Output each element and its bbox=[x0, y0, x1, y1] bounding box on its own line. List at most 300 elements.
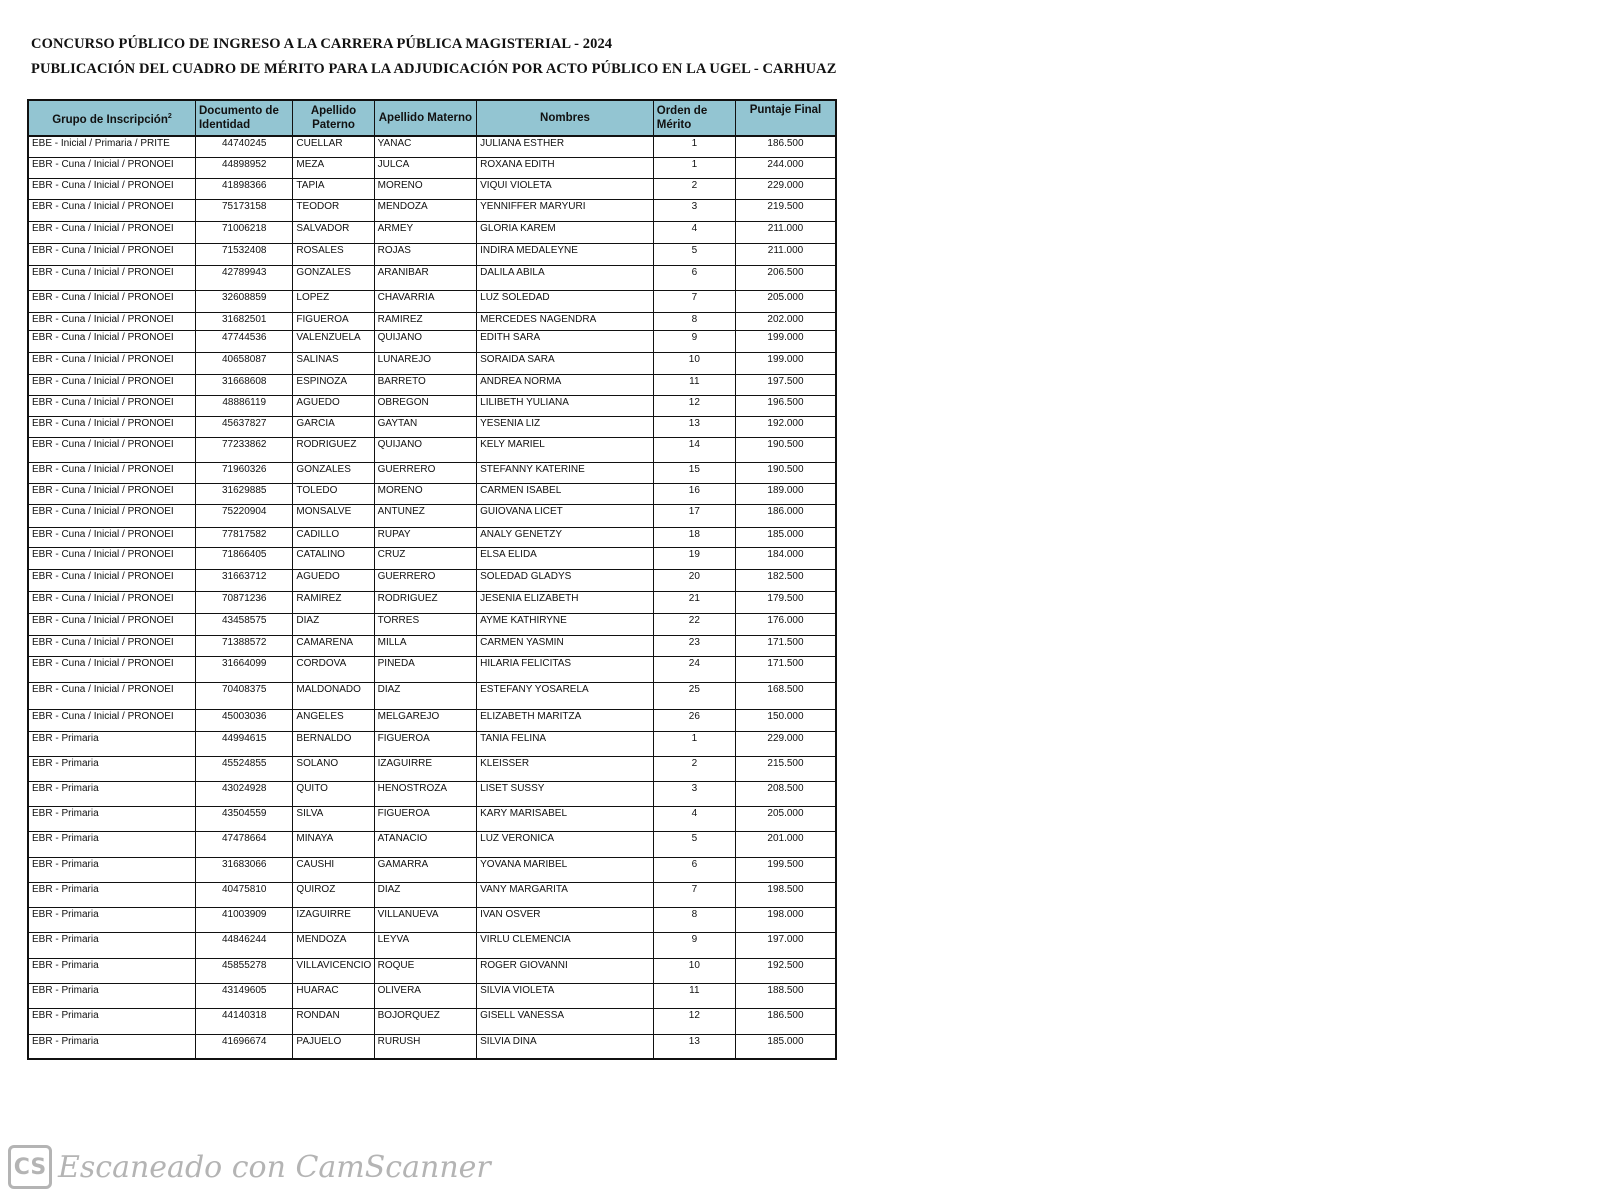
cell-nombres: SORAIDA SARA bbox=[477, 352, 654, 374]
cell-nombres: ROGER GIOVANNI bbox=[477, 958, 654, 983]
cell-materno: TORRES bbox=[374, 613, 477, 635]
cell-orden: 13 bbox=[653, 1034, 735, 1059]
cell-paterno: CAMARENA bbox=[293, 635, 374, 656]
table-row bbox=[28, 1008, 836, 1034]
cell-documento: 31663712 bbox=[195, 569, 292, 591]
table-row bbox=[28, 416, 836, 437]
cell-grupo: EBR - Cuna / Inicial / PRONOEI bbox=[28, 416, 195, 437]
cell-nombres: LUZ VERONICA bbox=[477, 831, 654, 857]
cell-paterno: CUELLAR bbox=[293, 136, 374, 157]
cell-orden: 20 bbox=[653, 569, 735, 591]
cell-grupo: EBR - Cuna / Inicial / PRONOEI bbox=[28, 243, 195, 265]
cell-paterno: SALVADOR bbox=[293, 221, 374, 243]
cell-nombres: AYME KATHIRYNE bbox=[477, 613, 654, 635]
cell-nombres: ELSA ELIDA bbox=[477, 547, 654, 569]
cell-grupo: EBR - Cuna / Inicial / PRONOEI bbox=[28, 656, 195, 682]
cell-puntaje: 229.000 bbox=[735, 731, 836, 756]
cell-puntaje: 171.500 bbox=[735, 635, 836, 656]
cell-paterno: AGUEDO bbox=[293, 569, 374, 591]
cell-nombres: CARMEN ISABEL bbox=[477, 483, 654, 504]
cell-puntaje: 184.000 bbox=[735, 547, 836, 569]
cell-documento: 32608859 bbox=[195, 290, 292, 312]
cell-materno: HENOSTROZA bbox=[374, 781, 477, 806]
table-row bbox=[28, 330, 836, 352]
cell-materno: MILLA bbox=[374, 635, 477, 656]
cell-orden: 3 bbox=[653, 781, 735, 806]
cell-nombres: CARMEN YASMIN bbox=[477, 635, 654, 656]
cell-grupo: EBR - Cuna / Inicial / PRONOEI bbox=[28, 178, 195, 199]
cell-materno: ROQUE bbox=[374, 958, 477, 983]
cell-grupo: EBR - Cuna / Inicial / PRONOEI bbox=[28, 330, 195, 352]
table-row bbox=[28, 504, 836, 527]
cell-puntaje: 190.500 bbox=[735, 437, 836, 462]
cell-orden: 1 bbox=[653, 136, 735, 157]
cell-grupo: EBR - Primaria bbox=[28, 1008, 195, 1034]
cell-materno: PINEDA bbox=[374, 656, 477, 682]
cell-documento: 41003909 bbox=[195, 907, 292, 932]
cell-nombres: TANIA FELINA bbox=[477, 731, 654, 756]
cell-puntaje: 229.000 bbox=[735, 178, 836, 199]
cell-grupo: EBR - Cuna / Inicial / PRONOEI bbox=[28, 613, 195, 635]
cell-paterno: RAMIREZ bbox=[293, 591, 374, 613]
document-subtitle: PUBLICACIÓN DEL CUADRO DE MÉRITO PARA LA ADJUDICACIÓN POR ACTO PÚBLICO EN LA UGEL - CARHUAZ bbox=[31, 61, 837, 77]
cell-materno: RUPAY bbox=[374, 527, 477, 547]
cell-documento: 70871236 bbox=[195, 591, 292, 613]
cell-paterno: IZAGUIRRE bbox=[293, 907, 374, 932]
table-row bbox=[28, 437, 836, 462]
camscanner-watermark bbox=[8, 1143, 491, 1191]
cell-puntaje: 211.000 bbox=[735, 221, 836, 243]
cell-grupo: EBR - Primaria bbox=[28, 932, 195, 958]
cell-nombres: VANY MARGARITA bbox=[477, 882, 654, 907]
cell-puntaje: 205.000 bbox=[735, 806, 836, 831]
table-row bbox=[28, 1034, 836, 1059]
header-apellido-paterno: Apellido Paterno bbox=[293, 100, 374, 136]
cell-grupo: EBR - Cuna / Inicial / PRONOEI bbox=[28, 374, 195, 395]
table-row bbox=[28, 907, 836, 932]
cell-orden: 22 bbox=[653, 613, 735, 635]
watermark-text: Escaneado con CamScanner bbox=[58, 1149, 491, 1185]
cell-materno: LUNAREJO bbox=[374, 352, 477, 374]
cell-orden: 24 bbox=[653, 656, 735, 682]
cell-grupo: EBR - Primaria bbox=[28, 731, 195, 756]
cell-materno: RURUSH bbox=[374, 1034, 477, 1059]
cell-orden: 2 bbox=[653, 178, 735, 199]
cell-grupo: EBR - Cuna / Inicial / PRONOEI bbox=[28, 635, 195, 656]
cell-puntaje: 205.000 bbox=[735, 290, 836, 312]
table-row bbox=[28, 527, 836, 547]
cell-nombres: JESENIA ELIZABETH bbox=[477, 591, 654, 613]
cell-paterno: QUITO bbox=[293, 781, 374, 806]
cell-nombres: YESENIA LIZ bbox=[477, 416, 654, 437]
cell-documento: 45855278 bbox=[195, 958, 292, 983]
cell-orden: 25 bbox=[653, 682, 735, 709]
cell-orden: 12 bbox=[653, 395, 735, 416]
cell-materno: LEYVA bbox=[374, 932, 477, 958]
cell-documento: 71532408 bbox=[195, 243, 292, 265]
cell-orden: 5 bbox=[653, 831, 735, 857]
cell-documento: 43504559 bbox=[195, 806, 292, 831]
cell-puntaje: 186.500 bbox=[735, 1008, 836, 1034]
cell-grupo: EBR - Primaria bbox=[28, 958, 195, 983]
cell-materno: YANAC bbox=[374, 136, 477, 157]
cell-materno: MENDOZA bbox=[374, 199, 477, 221]
cell-orden: 8 bbox=[653, 907, 735, 932]
cell-paterno: MINAYA bbox=[293, 831, 374, 857]
cell-materno: RODRIGUEZ bbox=[374, 591, 477, 613]
cell-nombres: LILIBETH YULIANA bbox=[477, 395, 654, 416]
cell-orden: 4 bbox=[653, 221, 735, 243]
table-row bbox=[28, 483, 836, 504]
cell-materno: MORENO bbox=[374, 483, 477, 504]
cell-materno: GUERRERO bbox=[374, 462, 477, 483]
cell-puntaje: 199.000 bbox=[735, 352, 836, 374]
cell-grupo: EBR - Cuna / Inicial / PRONOEI bbox=[28, 709, 195, 731]
cell-puntaje: 196.500 bbox=[735, 395, 836, 416]
cell-grupo: EBR - Cuna / Inicial / PRONOEI bbox=[28, 682, 195, 709]
cell-grupo: EBR - Primaria bbox=[28, 907, 195, 932]
cell-grupo: EBR - Cuna / Inicial / PRONOEI bbox=[28, 504, 195, 527]
cell-materno: GAYTAN bbox=[374, 416, 477, 437]
cell-grupo: EBR - Cuna / Inicial / PRONOEI bbox=[28, 569, 195, 591]
cell-puntaje: 199.000 bbox=[735, 330, 836, 352]
cell-documento: 40658087 bbox=[195, 352, 292, 374]
cell-materno: IZAGUIRRE bbox=[374, 756, 477, 781]
cell-documento: 75173158 bbox=[195, 199, 292, 221]
cell-materno: FIGUEROA bbox=[374, 806, 477, 831]
table-header-row bbox=[28, 100, 836, 136]
cell-materno: MORENO bbox=[374, 178, 477, 199]
cell-nombres: GLORIA KAREM bbox=[477, 221, 654, 243]
cell-nombres: STEFANNY KATERINE bbox=[477, 462, 654, 483]
cell-materno: BARRETO bbox=[374, 374, 477, 395]
cell-materno: JULCA bbox=[374, 157, 477, 178]
table-row bbox=[28, 265, 836, 290]
table-row bbox=[28, 199, 836, 221]
cell-grupo: EBR - Cuna / Inicial / PRONOEI bbox=[28, 395, 195, 416]
camscanner-logo-icon: CS bbox=[8, 1145, 52, 1189]
cell-grupo: EBR - Cuna / Inicial / PRONOEI bbox=[28, 199, 195, 221]
cell-orden: 19 bbox=[653, 547, 735, 569]
cell-paterno: CAUSHI bbox=[293, 857, 374, 882]
cell-materno: FIGUEROA bbox=[374, 731, 477, 756]
cell-grupo: EBR - Primaria bbox=[28, 831, 195, 857]
cell-documento: 44740245 bbox=[195, 136, 292, 157]
cell-puntaje: 197.500 bbox=[735, 374, 836, 395]
cell-documento: 31664099 bbox=[195, 656, 292, 682]
cell-documento: 31683066 bbox=[195, 857, 292, 882]
cell-paterno: SALINAS bbox=[293, 352, 374, 374]
cell-orden: 2 bbox=[653, 756, 735, 781]
table-row bbox=[28, 983, 836, 1008]
cell-documento: 71866405 bbox=[195, 547, 292, 569]
cell-materno: CRUZ bbox=[374, 547, 477, 569]
cell-puntaje: 208.500 bbox=[735, 781, 836, 806]
table-row bbox=[28, 547, 836, 569]
cell-documento: 40475810 bbox=[195, 882, 292, 907]
cell-grupo: EBR - Cuna / Inicial / PRONOEI bbox=[28, 437, 195, 462]
cell-grupo: EBR - Cuna / Inicial / PRONOEI bbox=[28, 265, 195, 290]
cell-paterno: MALDONADO bbox=[293, 682, 374, 709]
cell-documento: 31682501 bbox=[195, 312, 292, 330]
cell-documento: 44846244 bbox=[195, 932, 292, 958]
table-row bbox=[28, 569, 836, 591]
cell-documento: 44898952 bbox=[195, 157, 292, 178]
table-row bbox=[28, 591, 836, 613]
cell-orden: 5 bbox=[653, 243, 735, 265]
cell-paterno: CADILLO bbox=[293, 527, 374, 547]
cell-orden: 14 bbox=[653, 437, 735, 462]
cell-puntaje: 201.000 bbox=[735, 831, 836, 857]
cell-orden: 17 bbox=[653, 504, 735, 527]
cell-paterno: RONDAN bbox=[293, 1008, 374, 1034]
table-row bbox=[28, 221, 836, 243]
cell-puntaje: 186.500 bbox=[735, 136, 836, 157]
cell-paterno: FIGUEROA bbox=[293, 312, 374, 330]
cell-puntaje: 215.500 bbox=[735, 756, 836, 781]
cell-orden: 3 bbox=[653, 199, 735, 221]
table-row bbox=[28, 709, 836, 731]
cell-documento: 44994615 bbox=[195, 731, 292, 756]
merit-table bbox=[27, 99, 837, 1060]
cell-paterno: LOPEZ bbox=[293, 290, 374, 312]
cell-puntaje: 171.500 bbox=[735, 656, 836, 682]
cell-puntaje: 192.500 bbox=[735, 958, 836, 983]
cell-puntaje: 211.000 bbox=[735, 243, 836, 265]
table-row bbox=[28, 352, 836, 374]
table-row bbox=[28, 781, 836, 806]
cell-puntaje: 219.500 bbox=[735, 199, 836, 221]
cell-documento: 41696674 bbox=[195, 1034, 292, 1059]
cell-materno: MELGAREJO bbox=[374, 709, 477, 731]
cell-orden: 4 bbox=[653, 806, 735, 831]
header-puntaje-final: Puntaje Final bbox=[735, 100, 836, 136]
table-row bbox=[28, 656, 836, 682]
table-row bbox=[28, 635, 836, 656]
cell-documento: 71006218 bbox=[195, 221, 292, 243]
cell-documento: 47478664 bbox=[195, 831, 292, 857]
table-row bbox=[28, 958, 836, 983]
cell-materno: DIAZ bbox=[374, 682, 477, 709]
cell-paterno: AGUEDO bbox=[293, 395, 374, 416]
cell-paterno: VILLAVICENCIO bbox=[293, 958, 374, 983]
cell-nombres: ANALY GENETZY bbox=[477, 527, 654, 547]
cell-orden: 21 bbox=[653, 591, 735, 613]
cell-nombres: SILVIA VIOLETA bbox=[477, 983, 654, 1008]
cell-paterno: GONZALES bbox=[293, 265, 374, 290]
cell-puntaje: 202.000 bbox=[735, 312, 836, 330]
cell-paterno: ANGELES bbox=[293, 709, 374, 731]
cell-nombres: LISET SUSSY bbox=[477, 781, 654, 806]
cell-materno: BOJORQUEZ bbox=[374, 1008, 477, 1034]
cell-materno: DIAZ bbox=[374, 882, 477, 907]
cell-documento: 45003036 bbox=[195, 709, 292, 731]
cell-puntaje: 168.500 bbox=[735, 682, 836, 709]
cell-materno: GUERRERO bbox=[374, 569, 477, 591]
cell-materno: QUIJANO bbox=[374, 437, 477, 462]
cell-materno: VILLANUEVA bbox=[374, 907, 477, 932]
cell-paterno: MEZA bbox=[293, 157, 374, 178]
cell-paterno: TAPIA bbox=[293, 178, 374, 199]
cell-puntaje: 198.500 bbox=[735, 882, 836, 907]
table-row bbox=[28, 882, 836, 907]
cell-grupo: EBR - Cuna / Inicial / PRONOEI bbox=[28, 462, 195, 483]
cell-materno: ROJAS bbox=[374, 243, 477, 265]
cell-materno: OLIVERA bbox=[374, 983, 477, 1008]
cell-puntaje: 185.000 bbox=[735, 1034, 836, 1059]
cell-paterno: RODRIGUEZ bbox=[293, 437, 374, 462]
cell-documento: 47744536 bbox=[195, 330, 292, 352]
cell-nombres: GISELL VANESSA bbox=[477, 1008, 654, 1034]
cell-nombres: GUIOVANA LICET bbox=[477, 504, 654, 527]
cell-paterno: TEODOR bbox=[293, 199, 374, 221]
cell-orden: 9 bbox=[653, 932, 735, 958]
cell-orden: 11 bbox=[653, 374, 735, 395]
cell-puntaje: 198.000 bbox=[735, 907, 836, 932]
table-row bbox=[28, 831, 836, 857]
cell-materno: OBREGON bbox=[374, 395, 477, 416]
cell-nombres: KELY MARIEL bbox=[477, 437, 654, 462]
cell-nombres: HILARIA FELICITAS bbox=[477, 656, 654, 682]
table-row bbox=[28, 806, 836, 831]
header-orden-merito: Orden de Mérito bbox=[653, 100, 735, 136]
table-row bbox=[28, 756, 836, 781]
cell-puntaje: 197.000 bbox=[735, 932, 836, 958]
cell-materno: ANTUNEZ bbox=[374, 504, 477, 527]
cell-grupo: EBR - Primaria bbox=[28, 882, 195, 907]
cell-orden: 1 bbox=[653, 731, 735, 756]
cell-materno: RAMIREZ bbox=[374, 312, 477, 330]
cell-documento: 43024928 bbox=[195, 781, 292, 806]
cell-orden: 18 bbox=[653, 527, 735, 547]
cell-orden: 9 bbox=[653, 330, 735, 352]
table-row bbox=[28, 136, 836, 157]
cell-puntaje: 188.500 bbox=[735, 983, 836, 1008]
cell-documento: 41898366 bbox=[195, 178, 292, 199]
cell-orden: 6 bbox=[653, 857, 735, 882]
cell-puntaje: 244.000 bbox=[735, 157, 836, 178]
cell-nombres: EDITH SARA bbox=[477, 330, 654, 352]
cell-orden: 6 bbox=[653, 265, 735, 290]
cell-puntaje: 206.500 bbox=[735, 265, 836, 290]
cell-materno: CHAVARRIA bbox=[374, 290, 477, 312]
cell-nombres: JULIANA ESTHER bbox=[477, 136, 654, 157]
cell-documento: 48886119 bbox=[195, 395, 292, 416]
table-row bbox=[28, 857, 836, 882]
cell-puntaje: 176.000 bbox=[735, 613, 836, 635]
cell-paterno: PAJUELO bbox=[293, 1034, 374, 1059]
cell-puntaje: 186.000 bbox=[735, 504, 836, 527]
cell-grupo: EBR - Cuna / Inicial / PRONOEI bbox=[28, 312, 195, 330]
cell-documento: 42789943 bbox=[195, 265, 292, 290]
cell-paterno: GONZALES bbox=[293, 462, 374, 483]
table-row bbox=[28, 157, 836, 178]
table-row bbox=[28, 731, 836, 756]
cell-puntaje: 192.000 bbox=[735, 416, 836, 437]
cell-grupo: EBR - Cuna / Inicial / PRONOEI bbox=[28, 527, 195, 547]
cell-nombres: ESTEFANY YOSARELA bbox=[477, 682, 654, 709]
cell-paterno: MENDOZA bbox=[293, 932, 374, 958]
cell-puntaje: 185.000 bbox=[735, 527, 836, 547]
cell-grupo: EBR - Cuna / Inicial / PRONOEI bbox=[28, 352, 195, 374]
cell-paterno: DIAZ bbox=[293, 613, 374, 635]
header-documento: Documento de Identidad bbox=[195, 100, 292, 136]
cell-documento: 44140318 bbox=[195, 1008, 292, 1034]
cell-puntaje: 150.000 bbox=[735, 709, 836, 731]
cell-materno: QUIJANO bbox=[374, 330, 477, 352]
cell-grupo: EBR - Primaria bbox=[28, 983, 195, 1008]
cell-documento: 77817582 bbox=[195, 527, 292, 547]
cell-grupo: EBR - Primaria bbox=[28, 1034, 195, 1059]
cell-documento: 43149605 bbox=[195, 983, 292, 1008]
cell-paterno: BERNALDO bbox=[293, 731, 374, 756]
cell-nombres: ROXANA EDITH bbox=[477, 157, 654, 178]
cell-paterno: CORDOVA bbox=[293, 656, 374, 682]
cell-paterno: VALENZUELA bbox=[293, 330, 374, 352]
cell-nombres: YOVANA MARIBEL bbox=[477, 857, 654, 882]
cell-paterno: HUARAC bbox=[293, 983, 374, 1008]
cell-materno: ARANIBAR bbox=[374, 265, 477, 290]
document-title: CONCURSO PÚBLICO DE INGRESO A LA CARRERA PÚBLICA MAGISTERIAL - 2024 bbox=[31, 36, 613, 52]
cell-nombres: YENNIFFER MARYURI bbox=[477, 199, 654, 221]
cell-orden: 7 bbox=[653, 290, 735, 312]
table-row bbox=[28, 395, 836, 416]
cell-nombres: IVAN OSVER bbox=[477, 907, 654, 932]
cell-orden: 15 bbox=[653, 462, 735, 483]
cell-nombres: VIQUI VIOLETA bbox=[477, 178, 654, 199]
table-row bbox=[28, 178, 836, 199]
cell-documento: 43458575 bbox=[195, 613, 292, 635]
cell-grupo: EBR - Cuna / Inicial / PRONOEI bbox=[28, 547, 195, 569]
header-apellido-materno: Apellido Materno bbox=[374, 100, 477, 136]
cell-documento: 31668608 bbox=[195, 374, 292, 395]
table-row bbox=[28, 932, 836, 958]
cell-orden: 10 bbox=[653, 352, 735, 374]
cell-puntaje: 179.500 bbox=[735, 591, 836, 613]
cell-paterno: TOLEDO bbox=[293, 483, 374, 504]
cell-puntaje: 189.000 bbox=[735, 483, 836, 504]
cell-orden: 13 bbox=[653, 416, 735, 437]
cell-paterno: ROSALES bbox=[293, 243, 374, 265]
cell-nombres: SOLEDAD GLADYS bbox=[477, 569, 654, 591]
cell-nombres: ELIZABETH MARITZA bbox=[477, 709, 654, 731]
header-grupo: Grupo de Inscripción$^2$ bbox=[28, 100, 195, 136]
cell-grupo: EBR - Primaria bbox=[28, 857, 195, 882]
cell-paterno: SOLANO bbox=[293, 756, 374, 781]
cell-materno: ATANACIO bbox=[374, 831, 477, 857]
cell-documento: 45524855 bbox=[195, 756, 292, 781]
cell-puntaje: 182.500 bbox=[735, 569, 836, 591]
cell-grupo: EBR - Primaria bbox=[28, 756, 195, 781]
cell-documento: 71960326 bbox=[195, 462, 292, 483]
table-row bbox=[28, 243, 836, 265]
cell-paterno: GARCIA bbox=[293, 416, 374, 437]
cell-documento: 31629885 bbox=[195, 483, 292, 504]
cell-documento: 75220904 bbox=[195, 504, 292, 527]
cell-grupo: EBR - Cuna / Inicial / PRONOEI bbox=[28, 483, 195, 504]
cell-grupo: EBR - Cuna / Inicial / PRONOEI bbox=[28, 157, 195, 178]
cell-grupo: EBR - Cuna / Inicial / PRONOEI bbox=[28, 591, 195, 613]
cell-grupo: EBE - Inicial / Primaria / PRITE bbox=[28, 136, 195, 157]
cell-orden: 1 bbox=[653, 157, 735, 178]
cell-orden: 8 bbox=[653, 312, 735, 330]
cell-nombres: ANDREA NORMA bbox=[477, 374, 654, 395]
cell-orden: 7 bbox=[653, 882, 735, 907]
cell-grupo: EBR - Primaria bbox=[28, 806, 195, 831]
table-row bbox=[28, 312, 836, 330]
cell-grupo: EBR - Primaria bbox=[28, 781, 195, 806]
cell-nombres: MERCEDES NAGENDRA bbox=[477, 312, 654, 330]
